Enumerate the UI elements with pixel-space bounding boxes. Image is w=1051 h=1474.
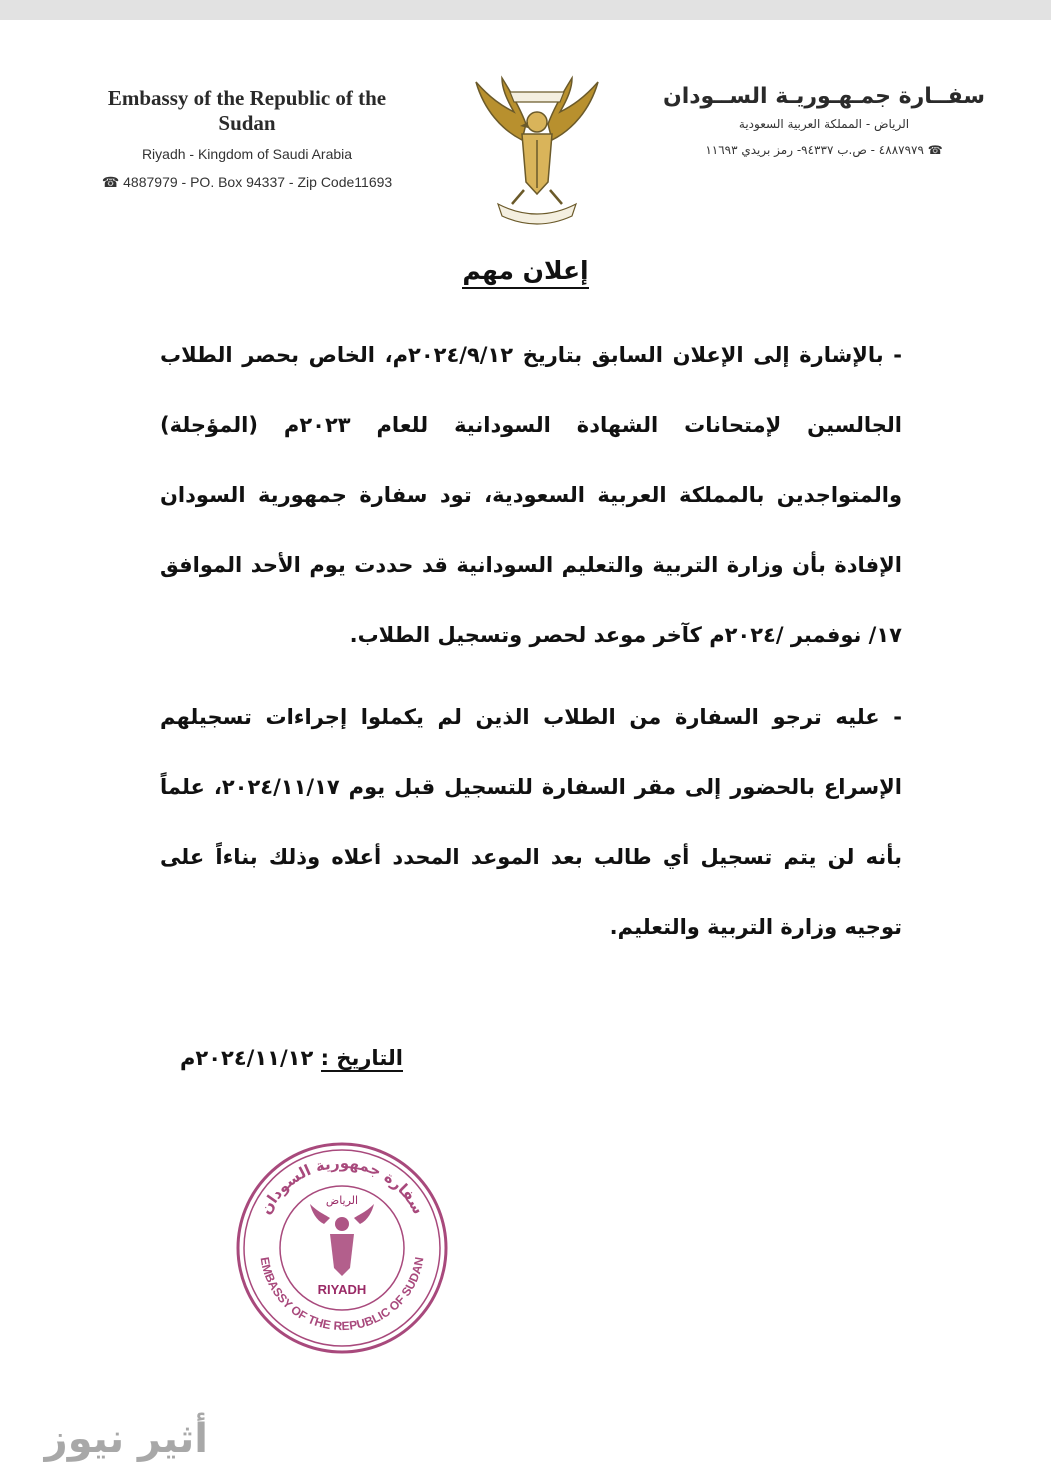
seal-ring-english: EMBASSY OF THE REPUBLIC OF SUDAN: [257, 1255, 427, 1334]
sudan-emblem-icon: [462, 70, 612, 230]
embassy-name-en: Embassy of the Republic of the Sudan: [107, 86, 387, 135]
date-label: التاريخ :: [320, 1046, 403, 1070]
seal-ring-arabic: سفارة جمهورية السودان: [256, 1153, 428, 1218]
top-strip: [0, 0, 1051, 20]
watermark-logo: أثير نيوز: [44, 1416, 208, 1462]
notice-paragraph-2: - عليه ترجو السفارة من الطلاب الذين لم يكملوا إجراءات تسجيلهم الإسراع بالحضور إلى مقر السفارة للتسجيل قبل يوم ٢٠٢٤/١١/١٧، علماً بأنه لن يتم تسجيل أي طالب بعد الموعد المحدد أعلاه وذلك بناءاً على توجيه وزارة التربية والتعليم.: [160, 705, 902, 939]
embassy-name-ar: سفــارة جمـهـوريـة الســودان: [662, 84, 986, 109]
news-watermark: [8, 1410, 208, 1470]
embassy-contact-ar: ☎ ٤٨٨٧٩٧٩ - ص.ب ٩٤٣٣٧- رمز بريدي ١١٦٩٣: [705, 143, 943, 157]
notice-title-text: إعلان مهم: [462, 256, 588, 289]
embassy-location-en: Riyadh - Kingdom of Saudi Arabia: [141, 146, 353, 162]
embassy-location-ar: الرياض - المملكة العربية السعودية: [738, 117, 910, 131]
seal-city-ar: الرياض: [325, 1194, 359, 1207]
letterhead-arabic: [659, 84, 989, 157]
notice-title: [0, 256, 1051, 285]
embassy-contact-en: ☎ 4887979 - PO. Box 94337 - Zip Code11693: [101, 174, 393, 190]
embassy-seal-stamp: [232, 1138, 452, 1358]
seal-city-en: RIYADH: [317, 1282, 367, 1297]
notice-paragraph-1: - بالإشارة إلى الإعلان السابق بتاريخ ٢٠٢٤/٩/١٢م، الخاص بحصر الطلاب الجالسين لإمتحانات الشهادة السودانية للعام ٢٠٢٣م (المؤجلة) والمتواجدين بالمملكة العربية السعودية، تود سفارة جمهورية السودان الإفادة بأن وزارة التربية والتعليم السودانية قد حددت يوم الأحد الموافق ١٧/ نوفمبر /٢٠٢٤م كآخر موعد لحصر وتسجيل الطلاب.: [160, 343, 902, 647]
letterhead-english: [82, 86, 412, 191]
notice-paragraph-2-block: [160, 682, 902, 962]
date-value: ٢٠٢٤/١١/١٢م: [180, 1046, 314, 1070]
notice-date: [180, 1046, 403, 1070]
notice-paragraph-1-block: [160, 320, 902, 670]
